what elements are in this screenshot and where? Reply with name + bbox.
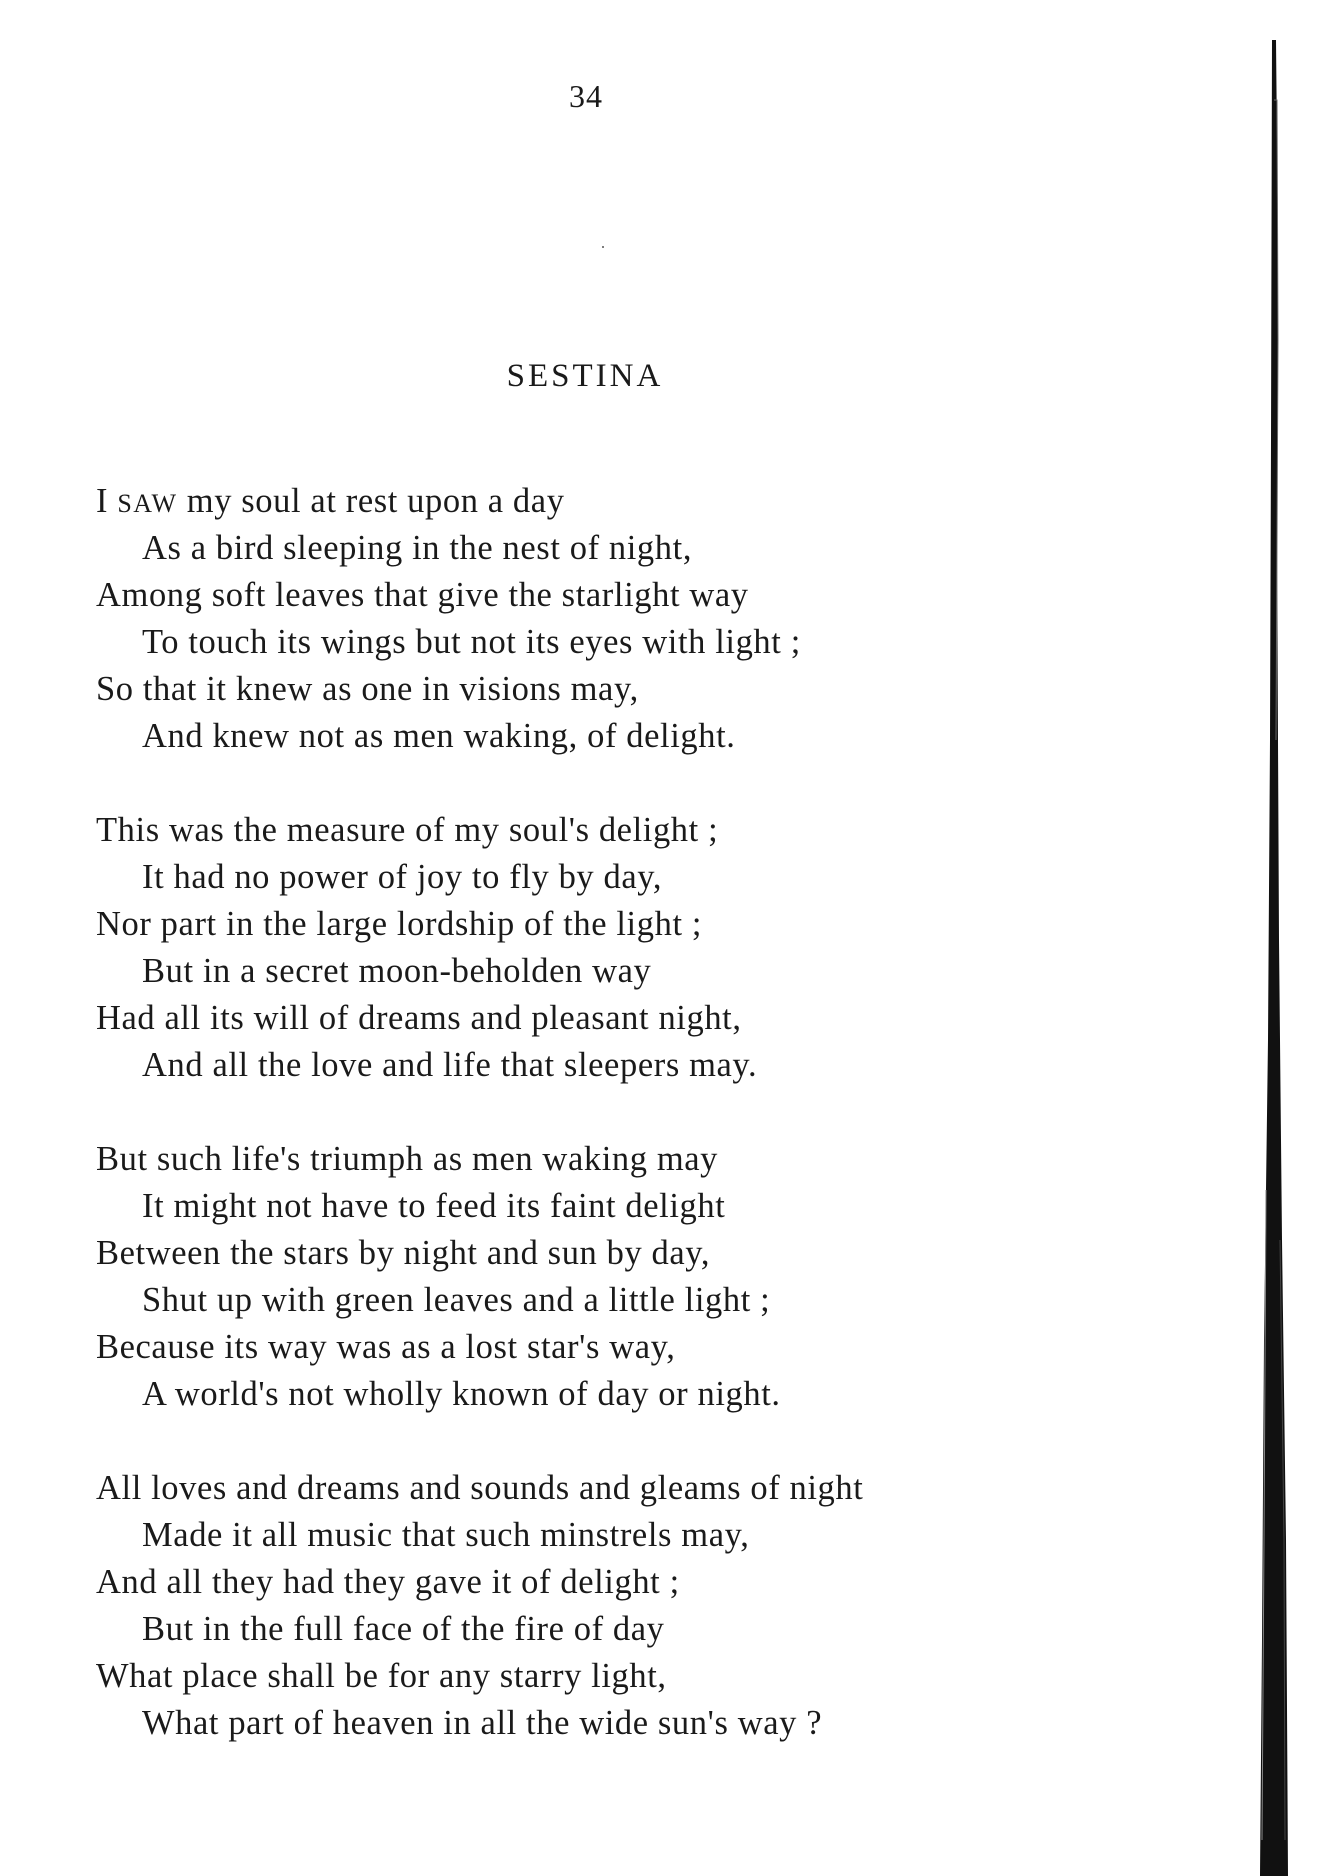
poem-line: Among soft leaves that give the starlight way bbox=[96, 576, 749, 614]
poem-line: A world's not wholly known of day or night. bbox=[142, 1375, 781, 1413]
poem-line: All loves and dreams and sounds and gleams of night bbox=[96, 1469, 864, 1507]
poem-line: Had all its will of dreams and pleasant night, bbox=[96, 999, 742, 1037]
page-number: 34 bbox=[569, 78, 603, 114]
stanza-1 bbox=[96, 478, 1096, 760]
poem-line: Made it all music that such minstrels may, bbox=[142, 1516, 750, 1554]
poem-line: It had no power of joy to fly by day, bbox=[142, 858, 663, 896]
poem-line: Shut up with green leaves and a little light ; bbox=[142, 1281, 771, 1319]
poem-line-text: my soul at rest upon a day bbox=[177, 482, 565, 520]
poem-line: Nor part in the large lordship of the light ; bbox=[96, 905, 703, 943]
poem-line: To touch its wings but not its eyes with light ; bbox=[142, 623, 801, 661]
poem-line: So that it knew as one in visions may, bbox=[96, 670, 639, 708]
poem-line: What place shall be for any starry light, bbox=[96, 1657, 667, 1695]
poem-line: But in the full face of the fire of day bbox=[142, 1610, 665, 1648]
poem-line: What part of heaven in all the wide sun's way ? bbox=[142, 1704, 823, 1742]
page-binding-edge bbox=[1254, 40, 1294, 1876]
stray-mark bbox=[602, 246, 604, 248]
stanza-4 bbox=[96, 1465, 1096, 1747]
first-word-initial: I bbox=[96, 482, 109, 520]
poem-line: But such life's triumph as men waking may bbox=[96, 1140, 719, 1178]
poem-line: And knew not as men waking, of delight. bbox=[142, 717, 736, 755]
stanza-2 bbox=[96, 807, 1096, 1089]
poem-body bbox=[96, 478, 1096, 1794]
poem-line: But in a secret moon-beholden way bbox=[142, 952, 652, 990]
poem-title: SESTINA bbox=[506, 358, 664, 394]
poem-line: This was the measure of my soul's delight ; bbox=[96, 811, 719, 849]
stanza-3 bbox=[96, 1136, 1096, 1418]
poem-line: And all they had they gave it of delight ; bbox=[96, 1563, 680, 1601]
poem-line: It might not have to feed its faint delight bbox=[142, 1187, 726, 1225]
poem-line: And all the love and life that sleepers may. bbox=[142, 1046, 758, 1084]
poem-line: Because its way was as a lost star's way, bbox=[96, 1328, 676, 1366]
poem-line: Between the stars by night and sun by day, bbox=[96, 1234, 711, 1272]
poem-line: As a bird sleeping in the nest of night, bbox=[142, 529, 693, 567]
first-word-smallcaps: SAW bbox=[117, 489, 178, 518]
poem-line bbox=[96, 478, 1096, 525]
